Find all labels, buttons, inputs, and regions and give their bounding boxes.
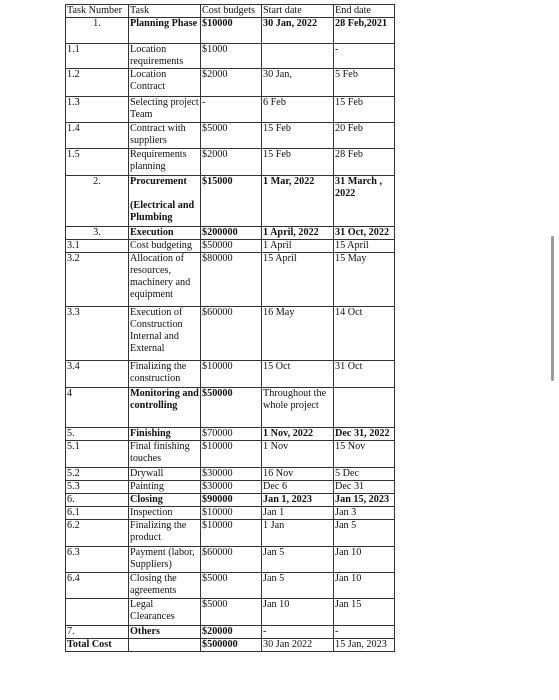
task-cell — [129, 639, 201, 652]
task-number-cell: 1.5 — [66, 149, 129, 176]
table-row — [66, 176, 395, 227]
task-cell: Closing — [129, 494, 201, 507]
task-number-cell: 3.2 — [66, 253, 129, 307]
task-cell: Monitoring and controlling — [129, 388, 201, 428]
table-row — [66, 494, 395, 507]
table-row — [66, 97, 395, 123]
task-cell: Inspection — [129, 507, 201, 520]
task-cell: Selecting project Team — [129, 97, 201, 123]
table-row — [66, 69, 395, 97]
table-row — [66, 441, 395, 468]
task-cell: Payment (labor, Suppliers) — [129, 547, 201, 573]
task-number-cell: 7. — [66, 626, 129, 639]
end-date-cell: Jan 10 — [334, 547, 395, 573]
table-row — [66, 123, 395, 149]
cost-cell: $500000 — [201, 639, 262, 652]
cost-cell: $200000 — [201, 227, 262, 240]
end-date-cell: 15 Feb — [334, 97, 395, 123]
header-row — [66, 5, 395, 18]
header-task-number: Task Number — [66, 5, 129, 18]
start-date-cell: 30 Jan, 2022 — [262, 18, 334, 44]
end-date-cell: 5 Dec — [334, 468, 395, 481]
task-number-cell — [66, 599, 129, 626]
start-date-cell: 16 Nov — [262, 468, 334, 481]
start-date-cell: 15 Feb — [262, 149, 334, 176]
cost-cell: $30000 — [201, 468, 262, 481]
task-cell: Painting — [129, 481, 201, 494]
end-date-cell: Jan 15, 2023 — [334, 494, 395, 507]
end-date-cell: Jan 15 — [334, 599, 395, 626]
task-number-cell: 3. — [66, 227, 129, 240]
table-row — [66, 307, 395, 361]
start-date-cell: 1 Nov, 2022 — [262, 428, 334, 441]
task-cell: Location Contract — [129, 69, 201, 97]
task-number-cell: 1.4 — [66, 123, 129, 149]
table-row — [66, 599, 395, 626]
start-date-cell: 15 Oct — [262, 361, 334, 388]
table-row — [66, 388, 395, 428]
task-number-cell: 6.2 — [66, 520, 129, 547]
task-budget-table — [65, 4, 395, 652]
start-date-cell: 16 May — [262, 307, 334, 361]
task-number-cell: 3.4 — [66, 361, 129, 388]
start-date-cell: - — [262, 626, 334, 639]
end-date-cell: Jan 10 — [334, 573, 395, 599]
end-date-cell: 14 Oct — [334, 307, 395, 361]
task-number-cell: 6.4 — [66, 573, 129, 599]
task-number-cell: 1.2 — [66, 69, 129, 97]
cost-cell: $70000 — [201, 428, 262, 441]
start-date-cell: 30 Jan 2022 — [262, 639, 334, 652]
task-number-cell: 3.1 — [66, 240, 129, 253]
end-date-cell: Jan 5 — [334, 520, 395, 547]
cost-cell: $15000 — [201, 176, 262, 227]
start-date-cell: Jan 1, 2023 — [262, 494, 334, 507]
end-date-cell: Dec 31, 2022 — [334, 428, 395, 441]
table-row — [66, 481, 395, 494]
start-date-cell: Jan 5 — [262, 573, 334, 599]
end-date-cell: 20 Feb — [334, 123, 395, 149]
end-date-cell: Jan 3 — [334, 507, 395, 520]
task-number-cell: 5. — [66, 428, 129, 441]
table-row — [66, 626, 395, 639]
table-row — [66, 520, 395, 547]
end-date-cell: 15 Nov — [334, 441, 395, 468]
start-date-cell: Throughout the whole project — [262, 388, 334, 428]
cost-cell: $60000 — [201, 547, 262, 573]
end-date-cell: 28 Feb — [334, 149, 395, 176]
start-date-cell: Dec 6 — [262, 481, 334, 494]
task-cell: Others — [129, 626, 201, 639]
start-date-cell: Jan 10 — [262, 599, 334, 626]
task-cell: Closing the agreements — [129, 573, 201, 599]
task-cell: Planning Phase — [129, 18, 201, 44]
cost-cell: $2000 — [201, 149, 262, 176]
start-date-cell: 1 April — [262, 240, 334, 253]
cost-cell: $10000 — [201, 441, 262, 468]
task-number-cell: 6.1 — [66, 507, 129, 520]
header-task: Task — [129, 5, 201, 18]
cost-cell: $30000 — [201, 481, 262, 494]
cost-cell: $20000 — [201, 626, 262, 639]
start-date-cell: 1 April, 2022 — [262, 227, 334, 240]
table-row — [66, 428, 395, 441]
table-row — [66, 227, 395, 240]
start-date-cell: 1 Nov — [262, 441, 334, 468]
end-date-cell: - — [334, 626, 395, 639]
task-number-cell: 1.1 — [66, 44, 129, 69]
cost-cell: $5000 — [201, 573, 262, 599]
header-cost-budgets: Cost budgets — [201, 5, 262, 18]
cost-cell: $50000 — [201, 240, 262, 253]
task-number-cell: 1.3 — [66, 97, 129, 123]
task-number-cell: 5.3 — [66, 481, 129, 494]
cost-cell: $5000 — [201, 599, 262, 626]
task-cell: Allocation of resources, machinery and equipment — [129, 253, 201, 307]
start-date-cell: 15 Feb — [262, 123, 334, 149]
table-row — [66, 639, 395, 652]
table-row — [66, 573, 395, 599]
task-cell: Drywall — [129, 468, 201, 481]
end-date-cell: 31 March , 2022 — [334, 176, 395, 227]
task-cell: Contract with suppliers — [129, 123, 201, 149]
task-number-cell: 1. — [66, 18, 129, 44]
start-date-cell: 1 Jan — [262, 520, 334, 547]
table-row — [66, 149, 395, 176]
cost-cell: - — [201, 97, 262, 123]
start-date-cell: 1 Mar, 2022 — [262, 176, 334, 227]
end-date-cell: 15 Jan, 2023 — [334, 639, 395, 652]
cost-cell: $80000 — [201, 253, 262, 307]
task-number-cell: 3.3 — [66, 307, 129, 361]
vertical-scrollbar[interactable] — [551, 236, 554, 381]
table-row — [66, 240, 395, 253]
task-number-cell: 2. — [66, 176, 129, 227]
cost-cell: $50000 — [201, 388, 262, 428]
cost-cell: $60000 — [201, 307, 262, 361]
end-date-cell: Dec 31 — [334, 481, 395, 494]
task-number-cell: 6.3 — [66, 547, 129, 573]
cost-cell: $90000 — [201, 494, 262, 507]
task-number-cell: 4 — [66, 388, 129, 428]
table-row — [66, 361, 395, 388]
task-cell: Final finishing touches — [129, 441, 201, 468]
end-date-cell: 31 Oct — [334, 361, 395, 388]
task-number-cell: 5.1 — [66, 441, 129, 468]
start-date-cell: Jan 5 — [262, 547, 334, 573]
start-date-cell — [262, 44, 334, 69]
task-cell: Execution — [129, 227, 201, 240]
table-row — [66, 468, 395, 481]
task-cell: Finalizing the construction — [129, 361, 201, 388]
table-body — [66, 5, 395, 652]
task-number-cell: 5.2 — [66, 468, 129, 481]
task-cell: Procurement (Electrical and Plumbing — [129, 176, 201, 227]
table-row — [66, 507, 395, 520]
end-date-cell — [334, 388, 395, 428]
end-date-cell: - — [334, 44, 395, 69]
task-cell: Requirements planning — [129, 149, 201, 176]
table-row — [66, 18, 395, 44]
header-end-date: End date — [334, 5, 395, 18]
table-row — [66, 547, 395, 573]
cost-cell: $1000 — [201, 44, 262, 69]
task-number-cell: 6. — [66, 494, 129, 507]
end-date-cell: 15 April — [334, 240, 395, 253]
start-date-cell: 30 Jan, — [262, 69, 334, 97]
cost-cell: $10000 — [201, 507, 262, 520]
task-cell: Finishing — [129, 428, 201, 441]
cost-cell: $10000 — [201, 18, 262, 44]
start-date-cell: 15 April — [262, 253, 334, 307]
end-date-cell: 15 May — [334, 253, 395, 307]
cost-cell: $5000 — [201, 123, 262, 149]
cost-cell: $10000 — [201, 361, 262, 388]
task-cell: Execution of Construction Internal and External — [129, 307, 201, 361]
end-date-cell: 5 Feb — [334, 69, 395, 97]
task-number-cell: Total Cost — [66, 639, 129, 652]
cost-cell: $10000 — [201, 520, 262, 547]
task-cell: Location requirements — [129, 44, 201, 69]
end-date-cell: 28 Feb,2021 — [334, 18, 395, 44]
task-cell: Cost budgeting — [129, 240, 201, 253]
end-date-cell: 31 Oct, 2022 — [334, 227, 395, 240]
cost-cell: $2000 — [201, 69, 262, 97]
task-cell: Legal Clearances — [129, 599, 201, 626]
start-date-cell: Jan 1 — [262, 507, 334, 520]
task-cell: Finalizing the product — [129, 520, 201, 547]
table-row — [66, 253, 395, 307]
header-start-date: Start date — [262, 5, 334, 18]
table-row — [66, 44, 395, 69]
start-date-cell: 6 Feb — [262, 97, 334, 123]
